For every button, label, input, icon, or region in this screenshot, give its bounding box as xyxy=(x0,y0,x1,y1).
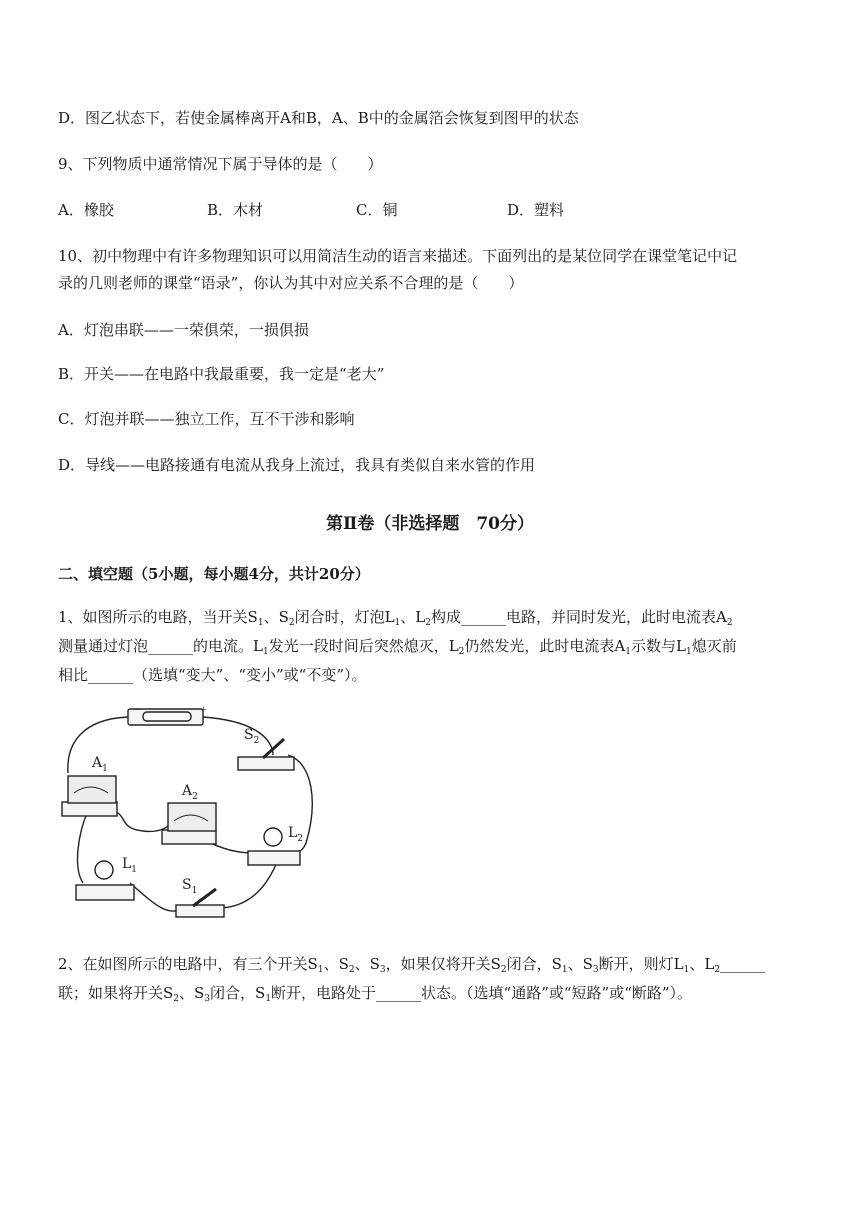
q9-option-a: A．橡胶 xyxy=(58,201,114,219)
label-s1: $S_1$ xyxy=(182,877,198,896)
label-a1: $A_1$ xyxy=(92,755,108,774)
q9-option-c: C．铜 xyxy=(356,201,398,219)
fill1-line1: 1、如图所示的电路，当开关$S_1$、$S_2$闭合时，灯泡$L_1$、$L_2$构成______电路，并同时发光，此时电流表$A_2$ xyxy=(58,608,733,628)
battery-cell xyxy=(143,712,191,721)
fill2-line2: 联；如果将开关$S_2$、$S_3$闭合，$S_1$断开，电路处于______状态。（选填“通路”或“短路”或“断路”）。 xyxy=(58,984,693,1004)
q9-stem: 9、下列物质中通常情况下属于导体的是（ ） xyxy=(58,155,383,173)
section2-heading: 二、填空题（5小题，每小题4分，共计20分） xyxy=(58,565,370,583)
fill1-line3: 相比______（选填“变大”、“变小”或“不变”）。 xyxy=(58,666,367,684)
q9-option-d: D．塑料 xyxy=(507,201,565,219)
label-l2: $L_2$ xyxy=(288,825,304,844)
lamp-l1-bulb xyxy=(95,861,113,879)
q10-option-d: D．导线——电路接通有电流从我身上流过，我具有类似自来水管的作用 xyxy=(58,456,536,474)
svg-text:+: + xyxy=(200,705,207,714)
lamp-l2-base xyxy=(248,851,300,865)
label-a2: $A_2$ xyxy=(182,783,198,802)
q10-stem-line2: 录的几则老师的课堂“语录”，你认为其中对应关系不合理的是（ ） xyxy=(58,274,524,292)
circuit-diagram xyxy=(58,703,328,920)
label-l1: $L_1$ xyxy=(122,856,138,875)
q9-option-b: B．木材 xyxy=(207,201,264,219)
switch-s1-base xyxy=(176,905,224,917)
ammeter-a2-body xyxy=(168,803,216,831)
q8-option-d: D．图乙状态下，若使金属棒离开A和B，A、B中的金属箔会恢复到图甲的状态 xyxy=(58,109,579,127)
ammeter-a1-body xyxy=(68,776,116,803)
switch-s2-base xyxy=(238,757,294,770)
fill2-line1: 2、在如图所示的电路中，有三个开关$S_1$、$S_2$、$S_3$，如果仅将开关$S_2$闭合，$S_1$、$S_3$断开，则灯$L_1$、$L_2\_\_\_\_\_\_$ xyxy=(58,955,766,975)
lamp-l2-bulb xyxy=(264,828,282,846)
ammeter-a2-base xyxy=(162,830,216,844)
label-s2: $S_2$ xyxy=(244,727,260,746)
q10-option-b: B．开关——在电路中我最重要，我一定是“老大” xyxy=(58,365,385,383)
q10-option-c: C．灯泡并联——独立工作，互不干涉和影响 xyxy=(58,410,355,428)
svg-text:−: − xyxy=(134,705,141,714)
ammeter-a1-base xyxy=(62,802,117,816)
q10-option-a: A．灯泡串联——一荣俱荣，一损俱损 xyxy=(58,321,309,339)
q10-stem-line1: 10、初中物理中有许多物理知识可以用简洁生动的语言来描述。下面列出的是某位同学在课堂笔记中记 xyxy=(58,247,738,265)
fill1-line2: 测量通过灯泡______的电流。$L_1$发光一段时间后突然熄灭，$L_2$仍然发光，此时电流表$A_1$示数与$L_1$熄灭前 xyxy=(58,637,737,657)
part2-title: 第Ⅱ卷（非选择题 70分） xyxy=(326,514,534,534)
lamp-l1-base xyxy=(76,885,134,900)
